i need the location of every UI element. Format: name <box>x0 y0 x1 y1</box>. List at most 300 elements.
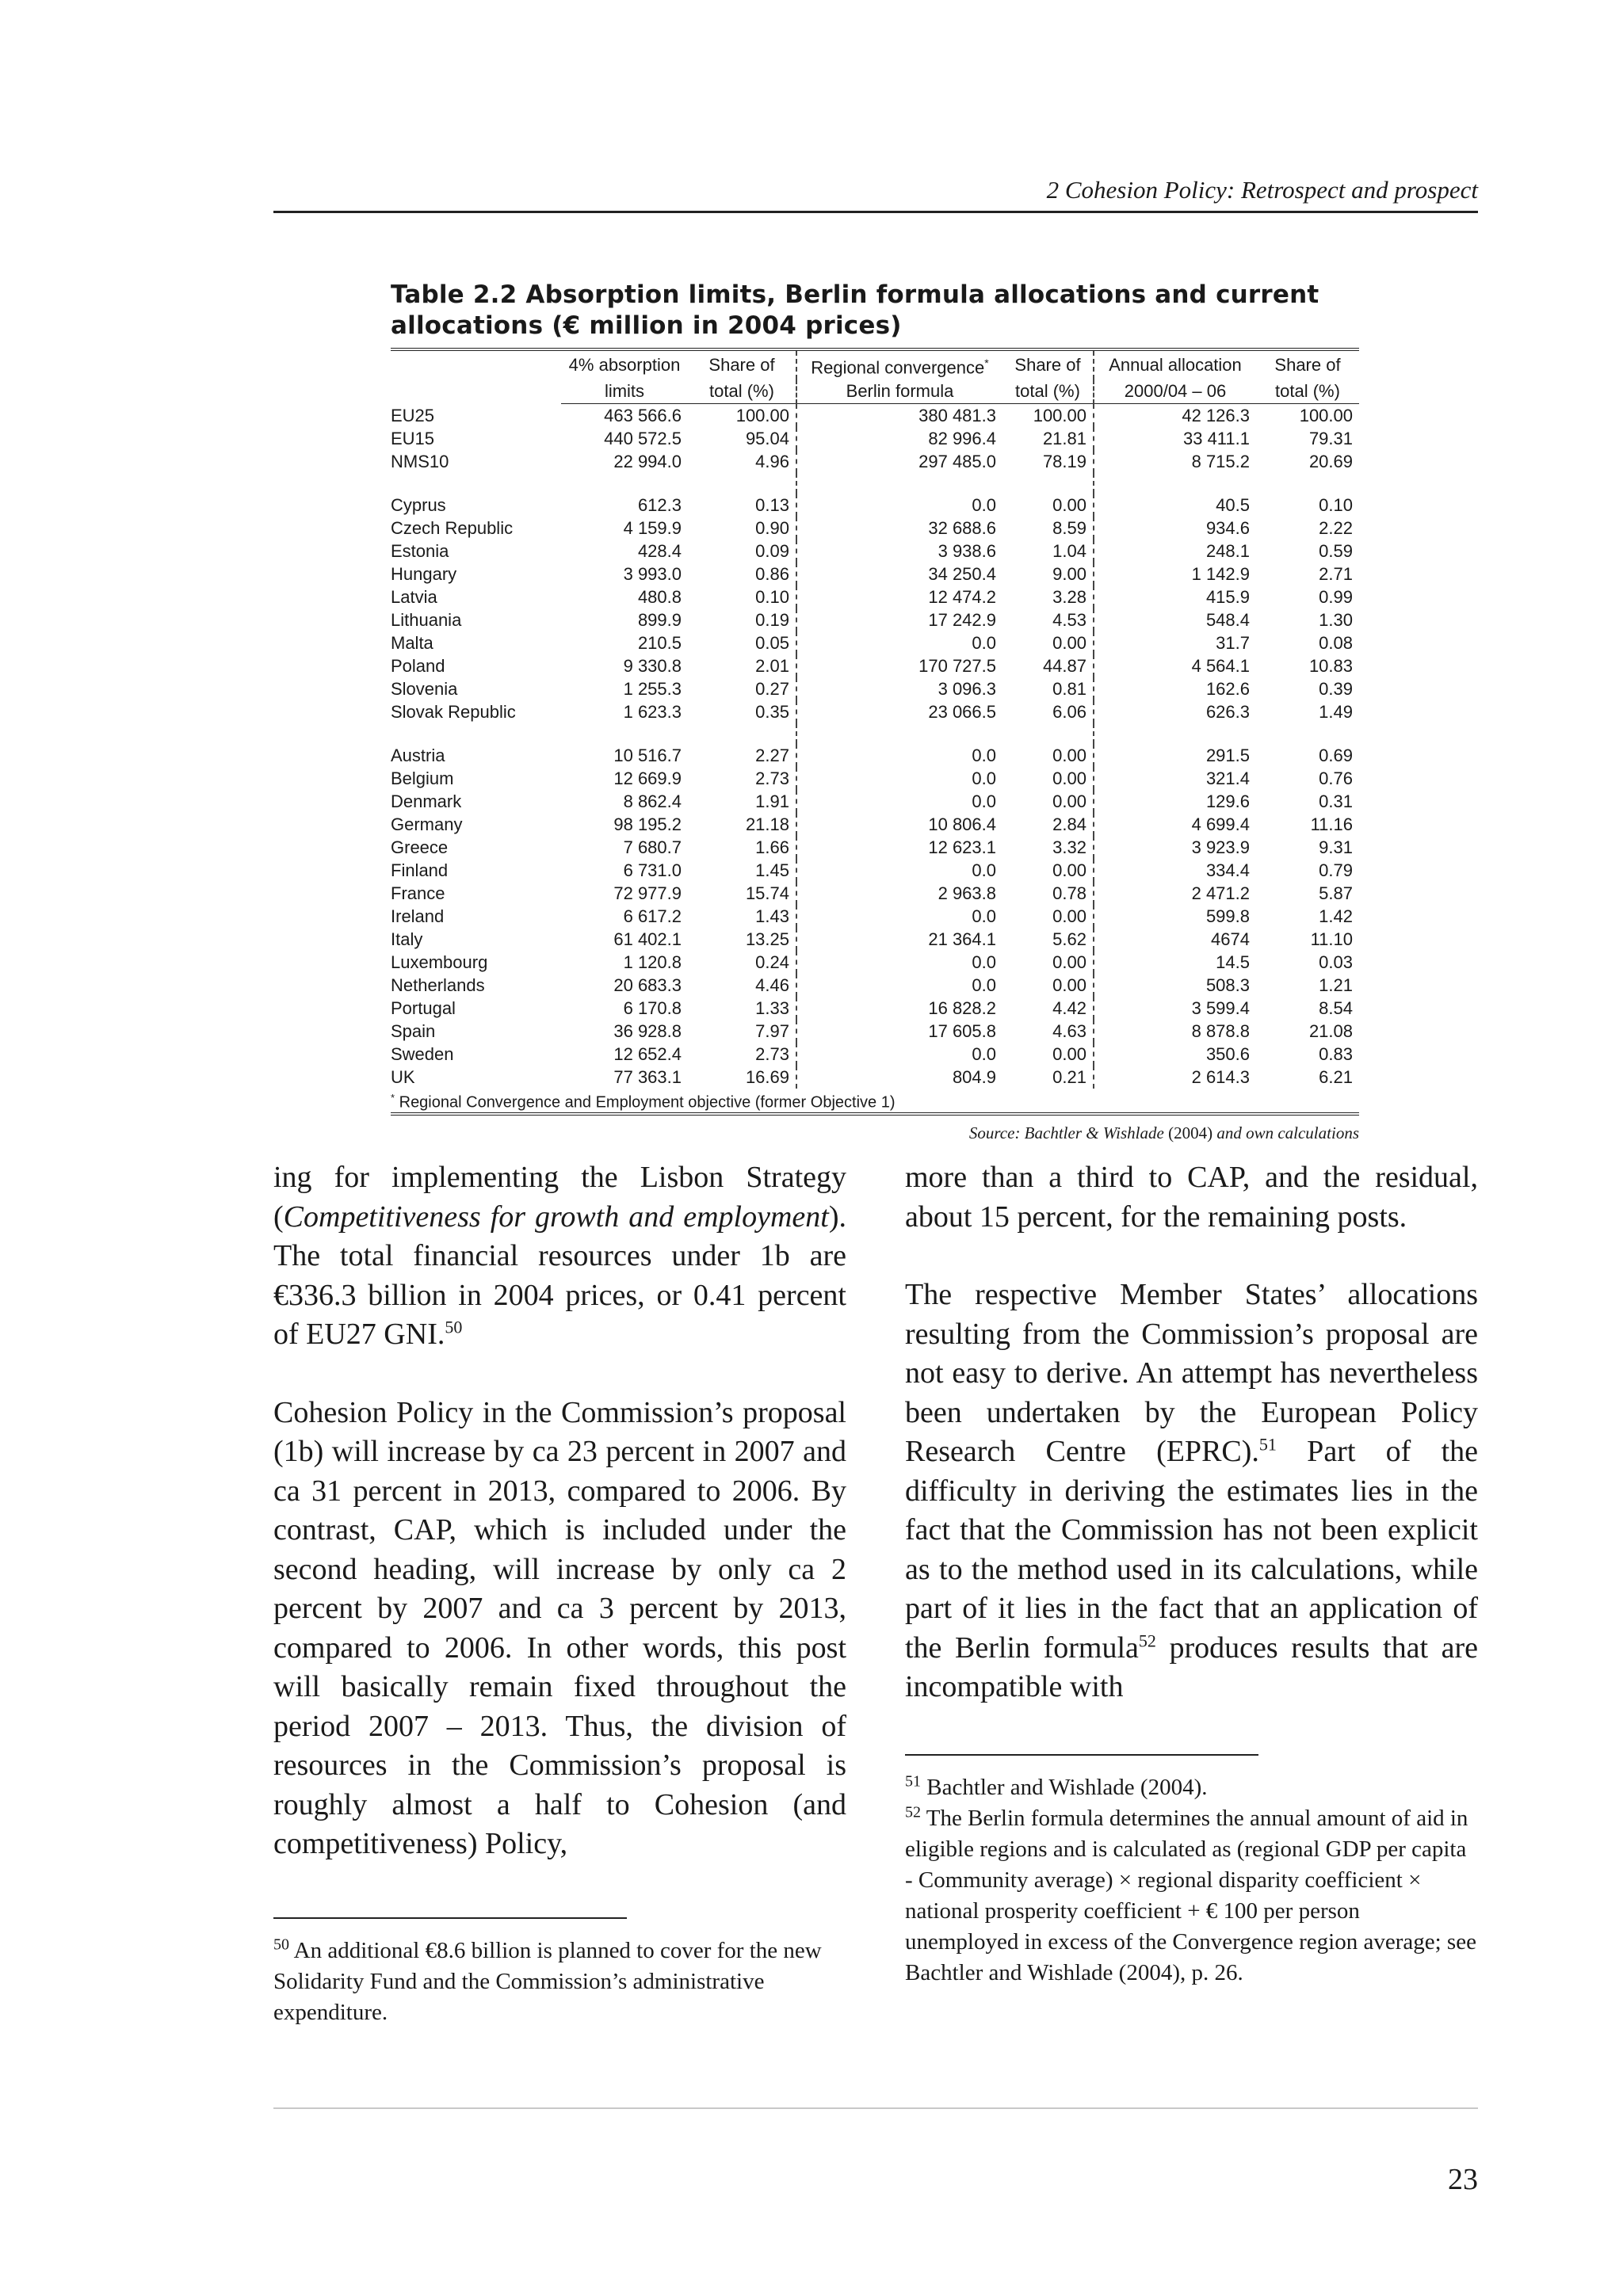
header-rule <box>273 211 1478 213</box>
cell-annual: 2 614.3 <box>1191 1067 1250 1088</box>
spacer-cell <box>1256 723 1359 744</box>
cell-share-absorption: 4.96 <box>688 450 796 473</box>
spacer-cell <box>561 473 688 494</box>
right-footnotes <box>905 1772 1478 1989</box>
right-paragraph-1: more than a third to CAP, and the residual, about 15 percent, for the remaining posts. <box>905 1161 1478 1234</box>
cell-country: Lithuania <box>391 610 462 631</box>
cell-annual: 1 142.9 <box>1191 564 1250 585</box>
left-column <box>273 1158 846 1903</box>
cell-annual: 4 564.1 <box>1191 656 1250 677</box>
cell-absorption: 20 683.3 <box>613 975 682 996</box>
group-spacer <box>391 723 1359 744</box>
cell-absorption: 6 170.8 <box>623 998 682 1019</box>
cell-absorption: 7 680.7 <box>623 837 682 858</box>
cell-berlin: 0.0 <box>972 975 996 996</box>
cell-share-absorption: 0.27 <box>688 677 796 700</box>
table-row <box>391 905 1359 928</box>
table-row <box>391 974 1359 997</box>
cell-share-annual: 0.99 <box>1319 587 1353 608</box>
cell-share-annual: 11.10 <box>1310 929 1353 950</box>
cell-share-absorption: 1.43 <box>688 905 796 928</box>
cell-share-absorption: 1.91 <box>688 790 796 813</box>
cell-share-berlin: 0.00 <box>1002 974 1094 997</box>
cell-share-annual: 1.30 <box>1319 610 1353 631</box>
cell-share-berlin: 8.59 <box>1002 517 1094 540</box>
left-paragraph-2: Cohesion Policy in the Commission’s proposal (1b) will increase by ca 23 percent in 2007 and ca 31 percent in 2013, compared to 2006. By contrast, CAP, which is included under the second heading, will increase by only ca 2 percent by 2007 and ca 3 percent by 2013, compared to 2006. In other words, this post will basically remain fixed throughout the period 2007 – 2013. Thus, the division of resources in the Commission’s proposal is roughly almost a half to Cohesion (and competitiveness) Policy, <box>273 1395 846 1860</box>
cell-absorption: 8 862.4 <box>623 791 682 812</box>
footnote-52-text: The Berlin formula determines the annual amount of aid in eligible regions and is calculated as (regional GDP per capita - Community average) × regional disparity coefficient × national prosperity coefficient + € 100 per person unemployed in excess of the Convergence region average; see Bachtler and Wishlade (2004), p. 26. <box>905 1806 1476 1985</box>
cell-share-berlin: 5.62 <box>1002 928 1094 951</box>
cell-country: UK <box>391 1067 415 1088</box>
cell-share-annual: 20.69 <box>1308 452 1353 472</box>
footnote-50-text: An additional €8.6 billion is planned to cover for the new Solidarity Fund and the Commission’s administrative expenditure. <box>273 1938 822 2025</box>
cell-country: Austria <box>391 746 445 766</box>
cell-berlin: 804.9 <box>952 1067 996 1088</box>
cell-absorption: 428.4 <box>637 541 682 562</box>
cell-annual: 248.1 <box>1205 541 1250 562</box>
cell-berlin: 0.0 <box>972 746 996 766</box>
header-limits: limits <box>561 379 688 404</box>
cell-share-annual: 21.08 <box>1308 1021 1353 1042</box>
header-total-3: total (%) <box>1256 379 1359 404</box>
cell-berlin: 380 481.3 <box>918 406 996 426</box>
spacer-cell <box>796 473 1002 494</box>
cell-berlin: 0.0 <box>972 769 996 789</box>
cell-berlin: 0.0 <box>972 633 996 654</box>
cell-share-berlin: 78.19 <box>1002 450 1094 473</box>
cell-berlin: 21 364.1 <box>928 929 996 950</box>
cell-absorption: 440 572.5 <box>604 429 682 449</box>
footnote-ref-51[interactable]: 51 <box>1258 1434 1277 1455</box>
header-share-2: Share of <box>1002 349 1094 379</box>
spacer-cell <box>688 473 796 494</box>
table-row <box>391 813 1359 836</box>
source-year: (2004) <box>1168 1123 1213 1142</box>
cell-share-absorption: 16.69 <box>688 1066 796 1089</box>
table-row <box>391 517 1359 540</box>
cell-share-berlin: 0.00 <box>1002 494 1094 517</box>
cell-share-absorption: 4.46 <box>688 974 796 997</box>
cell-country: Latvia <box>391 587 437 608</box>
source-suffix: and own calculations <box>1212 1123 1359 1142</box>
table-row <box>391 540 1359 563</box>
cell-share-absorption: 1.45 <box>688 859 796 882</box>
header-period: 2000/04 – 06 <box>1094 379 1256 404</box>
group-spacer <box>391 473 1359 494</box>
cell-berlin: 297 485.0 <box>918 452 996 472</box>
cell-share-absorption: 7.97 <box>688 1020 796 1043</box>
cell-annual: 626.3 <box>1205 702 1250 723</box>
cell-share-absorption: 0.09 <box>688 540 796 563</box>
cell-absorption: 210.5 <box>637 633 682 654</box>
header-total-1: total (%) <box>688 379 796 404</box>
left-p1-text-a: ing for implementing the Lisbon Strategy ( <box>273 1161 846 1234</box>
cell-share-annual: 0.79 <box>1319 860 1353 881</box>
cell-share-absorption: 13.25 <box>688 928 796 951</box>
spacer-cell <box>688 723 796 744</box>
cell-share-absorption: 21.18 <box>688 813 796 836</box>
cell-berlin: 3 938.6 <box>938 541 996 562</box>
cell-share-berlin: 0.00 <box>1002 631 1094 654</box>
cell-annual: 129.6 <box>1205 791 1250 812</box>
cell-share-annual: 2.22 <box>1319 518 1353 539</box>
table-row <box>391 494 1359 517</box>
cell-absorption: 6 617.2 <box>623 906 682 927</box>
cell-share-annual: 0.03 <box>1319 952 1353 973</box>
cell-share-annual: 0.10 <box>1319 495 1353 516</box>
cell-share-annual: 0.08 <box>1319 633 1353 654</box>
cell-country: Netherlands <box>391 975 485 996</box>
right-p2-text-c: produces results that are incompatible with <box>905 1630 1478 1703</box>
cell-country: Germany <box>391 814 463 835</box>
cell-annual: 2 471.2 <box>1191 883 1250 904</box>
cell-country: NMS10 <box>391 452 449 472</box>
cell-share-annual: 0.83 <box>1319 1044 1353 1065</box>
cell-country: Greece <box>391 837 449 858</box>
cell-share-absorption: 0.05 <box>688 631 796 654</box>
cell-berlin: 17 605.8 <box>928 1021 996 1042</box>
spacer-cell <box>1256 473 1359 494</box>
cell-berlin: 170 727.5 <box>918 656 996 677</box>
cell-country: Portugal <box>391 998 456 1019</box>
cell-country: Hungary <box>391 564 457 585</box>
cell-annual: 334.4 <box>1205 860 1250 881</box>
left-footnotes <box>273 1936 846 2028</box>
table-row <box>391 1066 1359 1089</box>
cell-absorption: 10 516.7 <box>613 746 682 766</box>
table-row <box>391 1020 1359 1043</box>
cell-share-absorption: 0.90 <box>688 517 796 540</box>
cell-annual: 291.5 <box>1205 746 1250 766</box>
footer-rule <box>273 2107 1478 2109</box>
cell-absorption: 463 566.6 <box>604 406 682 426</box>
table-row <box>391 928 1359 951</box>
table-title-line1: Table 2.2 Absorption limits, Berlin formula allocations and current <box>391 280 1319 309</box>
cell-country: Spain <box>391 1021 436 1042</box>
right-p2-text-b: Part of the difficulty in deriving the estimates lies in the fact that the Commission has not been explicit as to the method used in its calculations, while part of it lies in the fact that an application of the Berlin formula <box>905 1435 1478 1665</box>
cell-annual: 508.3 <box>1205 975 1250 996</box>
cell-share-annual: 0.69 <box>1319 746 1353 766</box>
table-row <box>391 427 1359 450</box>
cell-share-annual: 0.39 <box>1319 679 1353 700</box>
cell-share-berlin: 0.00 <box>1002 951 1094 974</box>
header-blank <box>391 349 561 379</box>
table-row <box>391 404 1359 428</box>
cell-annual: 8 878.8 <box>1191 1021 1250 1042</box>
spacer-cell <box>1094 723 1256 744</box>
header-footnote-mark: * <box>984 357 989 369</box>
footnote-51 <box>905 1772 1478 1803</box>
right-footnote-rule <box>905 1754 1258 1756</box>
cell-berlin: 32 688.6 <box>928 518 996 539</box>
right-column <box>905 1158 1478 1746</box>
table-body <box>391 404 1359 1089</box>
cell-country: Slovenia <box>391 679 458 700</box>
cell-absorption: 22 994.0 <box>613 452 682 472</box>
cell-absorption: 72 977.9 <box>613 883 682 904</box>
cell-annual: 162.6 <box>1205 679 1250 700</box>
cell-annual: 599.8 <box>1205 906 1250 927</box>
spacer-cell <box>1002 723 1094 744</box>
table-row <box>391 585 1359 608</box>
table-row <box>391 951 1359 974</box>
cell-absorption: 899.9 <box>637 610 682 631</box>
table-row <box>391 631 1359 654</box>
cell-country: Italy <box>391 929 423 950</box>
cell-share-berlin: 100.00 <box>1002 404 1094 428</box>
right-paragraph-2 <box>905 1276 1478 1707</box>
cell-absorption: 480.8 <box>637 587 682 608</box>
table-title <box>391 280 1359 341</box>
cell-berlin: 3 096.3 <box>938 679 996 700</box>
table-title-line2: allocations (€ million in 2004 prices) <box>391 311 902 340</box>
cell-share-absorption: 0.24 <box>688 951 796 974</box>
table-row <box>391 997 1359 1020</box>
cell-absorption: 6 731.0 <box>623 860 682 881</box>
header-annual-allocation: Annual allocation <box>1109 355 1242 376</box>
cell-annual: 4674 <box>1211 929 1250 950</box>
table-block <box>391 280 1359 1143</box>
source-prefix: Source: Bachtler & Wishlade <box>968 1123 1169 1142</box>
cell-share-berlin: 4.63 <box>1002 1020 1094 1043</box>
cell-share-berlin: 0.00 <box>1002 1043 1094 1066</box>
cell-share-annual: 5.87 <box>1319 883 1353 904</box>
header-share-3: Share of <box>1274 355 1341 376</box>
cell-annual: 4 699.4 <box>1191 814 1250 835</box>
spacer-cell <box>391 473 561 494</box>
table-row <box>391 450 1359 473</box>
header-absorption: 4% absorption <box>568 355 681 376</box>
cell-berlin: 2 963.8 <box>938 883 996 904</box>
table-footnote-mark: * <box>391 1092 395 1104</box>
header-regional-convergence-text: Regional convergence <box>811 357 985 378</box>
spacer-cell <box>561 723 688 744</box>
cell-share-berlin: 3.32 <box>1002 836 1094 859</box>
cell-country: Estonia <box>391 541 449 562</box>
cell-share-annual: 0.31 <box>1319 791 1353 812</box>
cell-share-annual: 79.31 <box>1308 429 1353 449</box>
cell-share-berlin: 0.00 <box>1002 859 1094 882</box>
cell-share-absorption: 0.10 <box>688 585 796 608</box>
cell-share-annual: 11.16 <box>1310 814 1353 835</box>
cell-share-absorption: 95.04 <box>688 427 796 450</box>
cell-berlin: 0.0 <box>972 1044 996 1065</box>
cell-absorption: 612.3 <box>637 495 682 516</box>
cell-share-annual: 2.71 <box>1319 564 1353 585</box>
cell-share-berlin: 3.28 <box>1002 585 1094 608</box>
absorption-table <box>391 348 1359 1116</box>
cell-annual: 548.4 <box>1205 610 1250 631</box>
cell-annual: 40.5 <box>1216 495 1250 516</box>
table-footnote <box>391 1089 1359 1114</box>
table-row <box>391 654 1359 677</box>
cell-annual: 3 923.9 <box>1191 837 1250 858</box>
cell-country: Belgium <box>391 769 454 789</box>
cell-country: Cyprus <box>391 495 446 516</box>
cell-absorption: 61 402.1 <box>613 929 682 950</box>
cell-berlin: 0.0 <box>972 495 996 516</box>
cell-share-berlin: 0.00 <box>1002 905 1094 928</box>
cell-share-berlin: 2.84 <box>1002 813 1094 836</box>
cell-share-annual: 6.21 <box>1319 1067 1353 1088</box>
running-head: 2 Cohesion Policy: Retrospect and prospect <box>1046 176 1478 204</box>
cell-absorption: 1 120.8 <box>623 952 682 973</box>
cell-berlin: 16 828.2 <box>928 998 996 1019</box>
spacer-cell <box>1002 473 1094 494</box>
cell-annual: 8 715.2 <box>1191 452 1250 472</box>
left-paragraph-1 <box>273 1158 846 1355</box>
cell-share-berlin: 9.00 <box>1002 563 1094 585</box>
cell-share-absorption: 2.73 <box>688 1043 796 1066</box>
header-total-2: total (%) <box>1002 379 1094 404</box>
footnote-51-text: Bachtler and Wishlade (2004). <box>921 1775 1208 1800</box>
cell-share-absorption: 0.19 <box>688 608 796 631</box>
table-row <box>391 1043 1359 1066</box>
cell-share-berlin: 44.87 <box>1002 654 1094 677</box>
cell-absorption: 98 195.2 <box>613 814 682 835</box>
footnote-ref-50[interactable]: 50 <box>445 1317 463 1337</box>
cell-annual: 934.6 <box>1205 518 1250 539</box>
table-source <box>391 1123 1359 1143</box>
table-footnote-text: Regional Convergence and Employment objective (former Objective 1) <box>395 1093 896 1112</box>
left-footnote-rule <box>273 1917 627 1919</box>
table-row <box>391 790 1359 813</box>
cell-share-absorption: 2.73 <box>688 767 796 790</box>
cell-share-annual: 10.83 <box>1308 656 1353 677</box>
cell-berlin: 34 250.4 <box>928 564 996 585</box>
cell-share-berlin: 21.81 <box>1002 427 1094 450</box>
cell-share-berlin: 6.06 <box>1002 700 1094 723</box>
cell-berlin: 82 996.4 <box>928 429 996 449</box>
cell-country: Malta <box>391 633 433 654</box>
cell-country: Luxembourg <box>391 952 488 973</box>
cell-country: Finland <box>391 860 449 881</box>
cell-share-absorption: 2.27 <box>688 744 796 767</box>
cell-share-berlin: 4.42 <box>1002 997 1094 1020</box>
cell-share-absorption: 0.86 <box>688 563 796 585</box>
page-number: 23 <box>1448 2163 1478 2196</box>
cell-share-berlin: 4.53 <box>1002 608 1094 631</box>
cell-country: Ireland <box>391 906 445 927</box>
left-p1-italic: Competitiveness for growth and employment <box>283 1199 829 1234</box>
cell-share-berlin: 0.21 <box>1002 1066 1094 1089</box>
spacer-cell <box>391 723 561 744</box>
cell-country: France <box>391 883 445 904</box>
cell-berlin: 10 806.4 <box>928 814 996 835</box>
cell-share-annual: 0.59 <box>1319 541 1353 562</box>
cell-annual: 350.6 <box>1205 1044 1250 1065</box>
cell-country: Czech Republic <box>391 518 514 539</box>
header-regional-convergence <box>796 349 1002 379</box>
table-row <box>391 836 1359 859</box>
header-share-1: Share of <box>688 349 796 379</box>
cell-annual: 415.9 <box>1205 587 1250 608</box>
cell-absorption: 12 652.4 <box>613 1044 682 1065</box>
cell-country: Denmark <box>391 791 462 812</box>
footnote-50-number: 50 <box>273 1936 289 1954</box>
cell-absorption: 4 159.9 <box>623 518 682 539</box>
cell-annual: 321.4 <box>1205 769 1250 789</box>
header-blank-2 <box>391 379 561 404</box>
cell-berlin: 12 623.1 <box>928 837 996 858</box>
cell-share-absorption: 0.35 <box>688 700 796 723</box>
cell-share-berlin: 0.81 <box>1002 677 1094 700</box>
cell-share-absorption: 1.33 <box>688 997 796 1020</box>
footnote-52-number: 52 <box>905 1803 921 1821</box>
table-row <box>391 744 1359 767</box>
cell-share-berlin: 0.78 <box>1002 882 1094 905</box>
cell-annual: 42 126.3 <box>1182 406 1250 426</box>
cell-share-absorption: 1.66 <box>688 836 796 859</box>
cell-share-absorption: 2.01 <box>688 654 796 677</box>
cell-annual: 31.7 <box>1216 633 1250 654</box>
cell-country: Sweden <box>391 1044 454 1065</box>
cell-berlin: 0.0 <box>972 952 996 973</box>
cell-share-berlin: 0.00 <box>1002 767 1094 790</box>
cell-berlin: 12 474.2 <box>928 587 996 608</box>
cell-share-berlin: 0.00 <box>1002 790 1094 813</box>
cell-share-annual: 9.31 <box>1319 837 1353 858</box>
cell-absorption: 12 669.9 <box>613 769 682 789</box>
cell-share-annual: 1.21 <box>1319 975 1353 996</box>
table-row <box>391 767 1359 790</box>
cell-share-annual: 100.00 <box>1299 406 1353 426</box>
cell-annual: 14.5 <box>1216 952 1250 973</box>
cell-berlin: 0.0 <box>972 906 996 927</box>
footnote-ref-52[interactable]: 52 <box>1138 1630 1156 1650</box>
cell-absorption: 3 993.0 <box>623 564 682 585</box>
cell-annual: 3 599.4 <box>1191 998 1250 1019</box>
header-berlin-formula: Berlin formula <box>796 379 1002 404</box>
cell-berlin: 0.0 <box>972 791 996 812</box>
left-p1-text-b: ). The total financial resources under 1b are €336.3 billion in 2004 prices, or 0.41 percent of EU27 GNI. <box>273 1199 846 1351</box>
table-row <box>391 859 1359 882</box>
cell-berlin: 0.0 <box>972 860 996 881</box>
cell-absorption: 9 330.8 <box>623 656 682 677</box>
footnote-50 <box>273 1936 846 2028</box>
cell-annual: 33 411.1 <box>1182 429 1250 449</box>
cell-country: Poland <box>391 656 445 677</box>
cell-absorption: 77 363.1 <box>613 1067 682 1088</box>
footnote-52 <box>905 1803 1478 1989</box>
table-row <box>391 608 1359 631</box>
table-row <box>391 700 1359 723</box>
cell-share-absorption: 0.13 <box>688 494 796 517</box>
table-row <box>391 563 1359 585</box>
cell-share-annual: 1.49 <box>1319 702 1353 723</box>
right-p2-text-a: The respective Member States’ allocations resulting from the Commission’s proposal are not easy to derive. An attempt has nevertheless been undertaken by the European Policy Research Centre (EPRC). <box>905 1278 1478 1468</box>
cell-country: Slovak Republic <box>391 702 516 723</box>
cell-country: EU25 <box>391 406 435 426</box>
cell-share-berlin: 1.04 <box>1002 540 1094 563</box>
cell-berlin: 17 242.9 <box>928 610 996 631</box>
cell-share-absorption: 100.00 <box>688 404 796 428</box>
cell-berlin: 23 066.5 <box>928 702 996 723</box>
cell-absorption: 1 255.3 <box>623 679 682 700</box>
cell-absorption: 36 928.8 <box>613 1021 682 1042</box>
footnote-51-number: 51 <box>905 1772 921 1791</box>
cell-share-annual: 1.42 <box>1319 906 1353 927</box>
cell-country: EU15 <box>391 429 435 449</box>
spacer-cell <box>1094 473 1256 494</box>
cell-absorption: 1 623.3 <box>623 702 682 723</box>
table-row <box>391 677 1359 700</box>
spacer-cell <box>796 723 1002 744</box>
cell-share-annual: 0.76 <box>1319 769 1353 789</box>
cell-share-annual: 8.54 <box>1319 998 1353 1019</box>
table-row <box>391 882 1359 905</box>
cell-share-berlin: 0.00 <box>1002 744 1094 767</box>
